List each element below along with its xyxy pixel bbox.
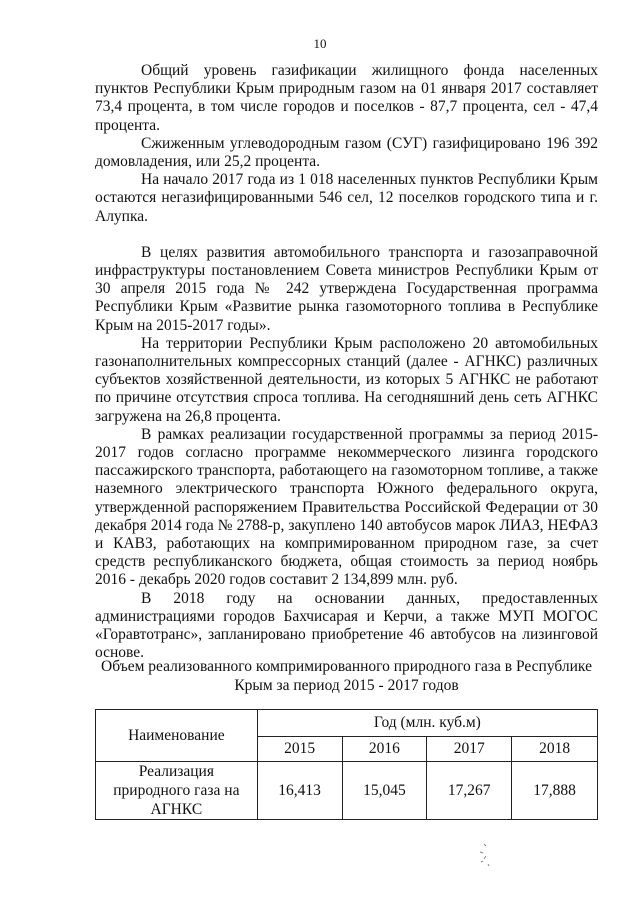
table-row xyxy=(96,762,598,820)
table-cell: 16,413 xyxy=(257,762,342,820)
table-title: Объем реализованного компримированного природного газа в Республике Крым за период 2015 - 2017 годов xyxy=(101,658,592,694)
paragraph-gasification-level: Общий уровень газификации жилищного фонда населенных пунктов Республики Крым природным газом на 01 января 2017 составляет 73,4 процента, в том числе городов и поселков - 87,7 процента, сел - 47,4 процента. xyxy=(95,62,598,134)
paragraph-leasing: В рамках реализации государственной программы за период 2015-2017 годов согласно программе некоммерческого лизинга городского пассажирского транспорта, работающего на газомоторном топливе, а также наземного электрического транспорта Южного федерального округа, утвержденной распоряжением Правительства Российской Федерации от 30 декабря 2014 года № 2788-р, закуплено 140 автобусов марок ЛИАЗ, НЕФАЗ и КАВЗ, работающих на компримированном природном газе, за счет средств республиканского бюджета, общая стоимость за период ноябрь 2016 - декабрь 2020 годов составит 2 134,899 млн. руб. xyxy=(95,425,598,589)
body-text xyxy=(95,62,598,663)
header-name: Наименование xyxy=(96,710,258,762)
paragraph-ungasified: На начало 2017 года из 1 018 населенных пунктов Республики Крым остаются негазифицированными 546 сел, 12 поселков городского типа и г. Алупка. xyxy=(95,171,598,225)
header-year: 2016 xyxy=(342,737,427,762)
header-year: 2015 xyxy=(257,737,342,762)
gas-volume-table xyxy=(95,709,598,820)
table-cell: 15,045 xyxy=(342,762,427,820)
header-year: 2018 xyxy=(512,737,598,762)
paragraph-state-program: В целях развития автомобильного транспорта и газозаправочной инфраструктуры постановлением Совета министров Республики Крым от 30 апреля 2015 года № 242 утверждена Государственная программа Республики Крым «Развитие рынка газомоторного топлива в Республике Крым на 2015-2017 годы». xyxy=(95,243,598,334)
page-number: 10 xyxy=(313,36,327,51)
header-year: 2017 xyxy=(427,737,512,762)
paragraph-2018-plan: В 2018 году на основании данных, предоставленных администрациями городов Бахчисарая и Керчи, а также МУП МОГОС «Горавтотранс», запланировано приобретение 46 автобусов на лизинговой основе. xyxy=(95,589,598,662)
table-cell: 17,267 xyxy=(427,762,512,820)
paragraph-lpg: Сжиженным углеводородным газом (СУГ) газифицировано 196 392 домовладения, или 25,2 процента. xyxy=(95,134,598,171)
row-label: Реализация природного газа на АГНКС xyxy=(96,762,258,820)
signature-marks xyxy=(470,838,510,878)
table-cell: 17,888 xyxy=(512,762,598,820)
table-header-row xyxy=(96,710,598,737)
paragraph-agnks: На территории Республики Крым расположено 20 автомобильных газонаполнительных компрессорных станций (далее - АГНКС) различных субъектов хозяйственной деятельности, из которых 5 АГНКС не работают по причине отсутствия спроса топлива. На сегодняшний день сеть АГНКС загружена на 26,8 процента. xyxy=(95,334,598,425)
header-year-group: Год (млн. куб.м) xyxy=(257,710,597,737)
